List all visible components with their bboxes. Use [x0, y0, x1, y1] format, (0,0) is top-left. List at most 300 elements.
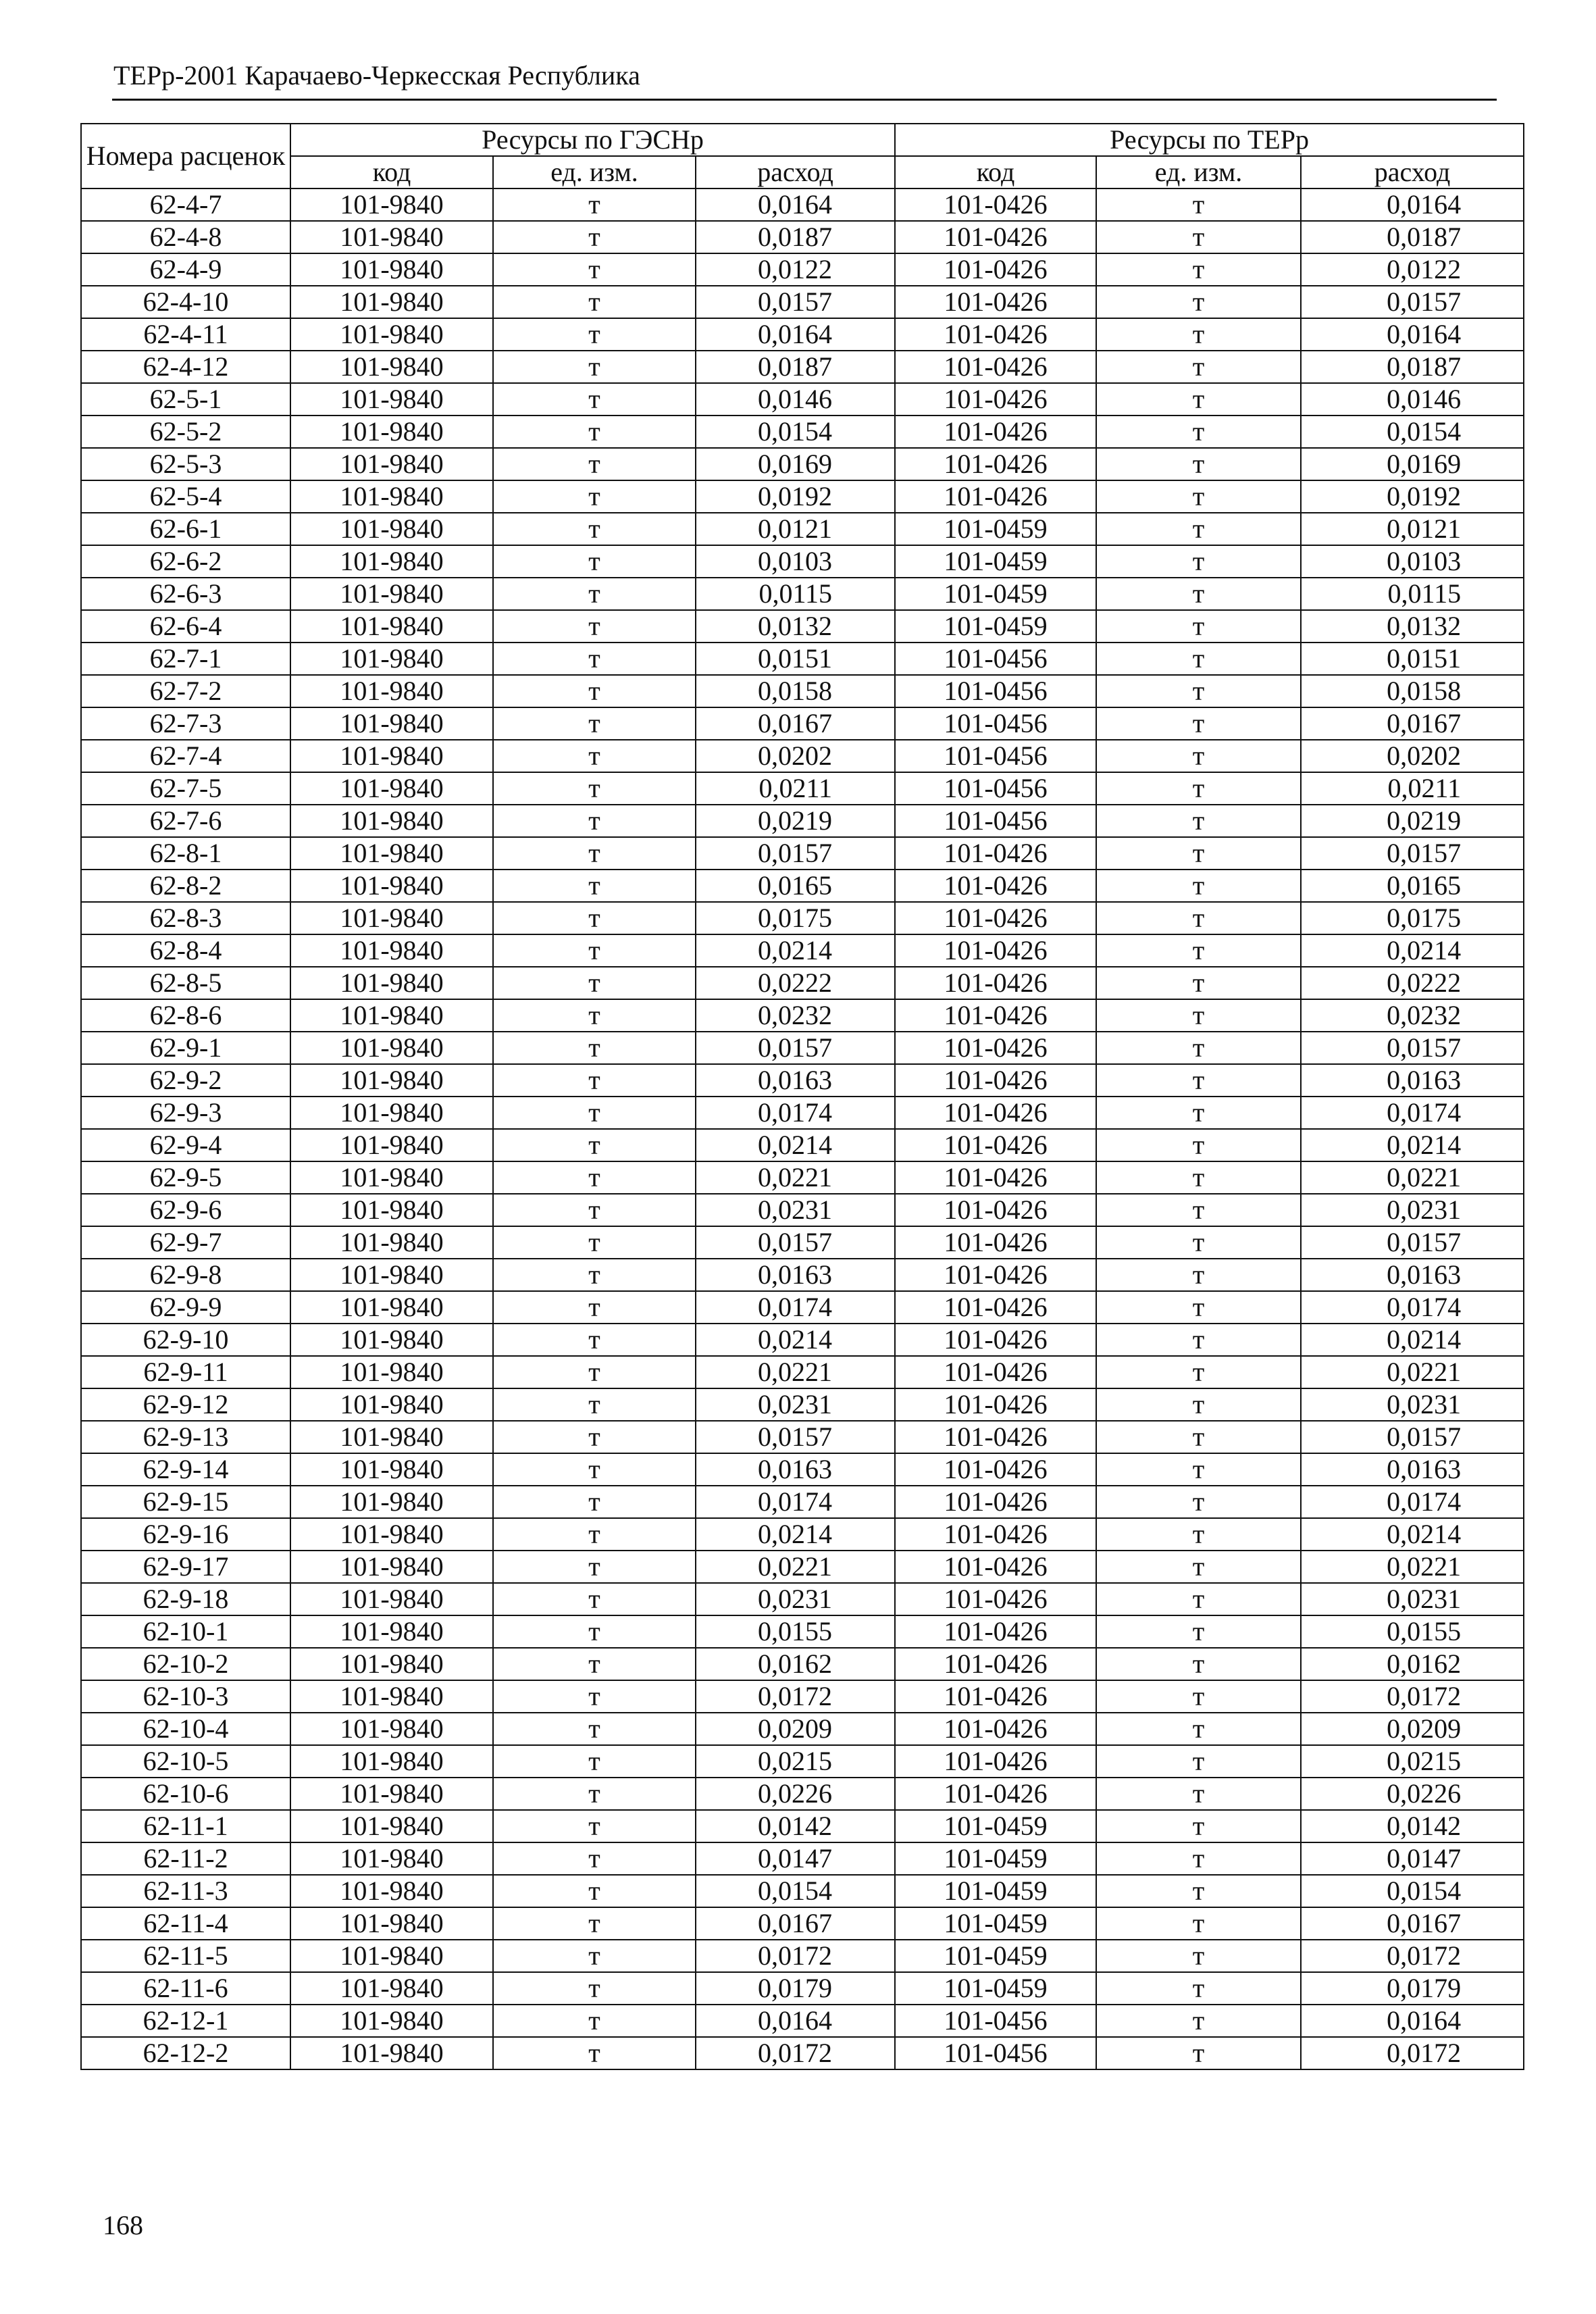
ter-consumption-cell: 0,0142: [1301, 1810, 1524, 1842]
ter-consumption-cell: 0,0214: [1301, 1129, 1524, 1161]
gesn-code-cell: 101-9840: [290, 1388, 493, 1421]
ter-code-cell: 101-0456: [895, 643, 1096, 675]
ter-code-header: код: [895, 156, 1096, 188]
ter-consumption-cell: 0,0164: [1301, 2005, 1524, 2037]
rate-number-cell: 62-9-2: [81, 1064, 290, 1097]
gesn-unit-cell: т: [493, 837, 696, 870]
table-row: [81, 1226, 1524, 1259]
table-body: [81, 188, 1524, 2069]
gesn-code-cell: 101-9840: [290, 740, 493, 772]
rate-number-cell: 62-6-3: [81, 578, 290, 610]
ter-consumption-cell: 0,0214: [1301, 934, 1524, 967]
table-group-header-row: [81, 124, 1524, 156]
table-row: [81, 1615, 1524, 1648]
rate-number-cell: 62-10-1: [81, 1615, 290, 1648]
table-row: [81, 1842, 1524, 1875]
ter-unit-cell: т: [1096, 1518, 1301, 1551]
table-row: [81, 1778, 1524, 1810]
gesn-consumption-cell: 0,0158: [696, 675, 895, 707]
gesn-code-cell: 101-9840: [290, 2005, 493, 2037]
gesn-consumption-cell: 0,0121: [696, 513, 895, 545]
ter-code-cell: 101-0426: [895, 1551, 1096, 1583]
gesn-consumption-cell: 0,0163: [696, 1453, 895, 1486]
gesn-unit-cell: т: [493, 1972, 696, 2005]
gesn-unit-cell: т: [493, 1680, 696, 1713]
ter-unit-cell: т: [1096, 1486, 1301, 1518]
gesn-unit-cell: т: [493, 1842, 696, 1875]
ter-code-cell: 101-0456: [895, 2037, 1096, 2069]
ter-unit-cell: т: [1096, 253, 1301, 286]
ter-unit-cell: т: [1096, 1291, 1301, 1324]
gesn-unit-cell: т: [493, 513, 696, 545]
gesn-code-cell: 101-9840: [290, 1291, 493, 1324]
ter-consumption-cell: 0,0231: [1301, 1583, 1524, 1615]
ter-code-cell: 101-0426: [895, 1324, 1096, 1356]
ter-unit-cell: т: [1096, 1129, 1301, 1161]
ter-consumption-cell: 0,0209: [1301, 1713, 1524, 1745]
gesn-unit-cell: т: [493, 999, 696, 1032]
ter-consumption-cell: 0,0214: [1301, 1324, 1524, 1356]
ter-code-cell: 101-0459: [895, 513, 1096, 545]
table-row: [81, 1129, 1524, 1161]
ter-unit-cell: т: [1096, 902, 1301, 934]
gesn-consumption-cell: 0,0211: [696, 772, 895, 805]
gesn-consumption-cell: 0,0214: [696, 1324, 895, 1356]
ter-unit-cell: т: [1096, 1064, 1301, 1097]
ter-consumption-cell: 0,0174: [1301, 1486, 1524, 1518]
gesn-consumption-cell: 0,0142: [696, 1810, 895, 1842]
rate-number-cell: 62-7-6: [81, 805, 290, 837]
gesn-unit-cell: т: [493, 1615, 696, 1648]
gesn-code-cell: 101-9840: [290, 448, 493, 480]
gesn-unit-cell: т: [493, 1161, 696, 1194]
gesn-code-cell: 101-9840: [290, 1486, 493, 1518]
ter-unit-cell: т: [1096, 286, 1301, 318]
ter-consumption-cell: 0,0211: [1301, 772, 1524, 805]
gesn-code-cell: 101-9840: [290, 1324, 493, 1356]
table-row: [81, 1161, 1524, 1194]
gesn-code-cell: 101-9840: [290, 610, 493, 643]
rate-number-cell: 62-4-8: [81, 221, 290, 253]
gesn-consumption-cell: 0,0172: [696, 2037, 895, 2069]
gesn-consumption-cell: 0,0179: [696, 1972, 895, 2005]
gesn-code-header: код: [290, 156, 493, 188]
table-row: [81, 1064, 1524, 1097]
table-row: [81, 448, 1524, 480]
rate-number-cell: 62-9-6: [81, 1194, 290, 1226]
ter-code-cell: 101-0426: [895, 1615, 1096, 1648]
ter-consumption-cell: 0,0163: [1301, 1259, 1524, 1291]
gesn-unit-cell: т: [493, 1486, 696, 1518]
ter-code-cell: 101-0459: [895, 1810, 1096, 1842]
table-row: [81, 999, 1524, 1032]
ter-consumption-cell: 0,0231: [1301, 1388, 1524, 1421]
table-row: [81, 870, 1524, 902]
page-header-title: ТЕРр-2001 Карачаево-Черкесская Республика: [113, 60, 640, 91]
ter-consumption-cell: 0,0132: [1301, 610, 1524, 643]
ter-code-cell: 101-0426: [895, 1388, 1096, 1421]
table-row: [81, 1551, 1524, 1583]
table-row: [81, 1583, 1524, 1615]
gesn-code-cell: 101-9840: [290, 999, 493, 1032]
gesn-consumption-cell: 0,0164: [696, 318, 895, 351]
rate-number-cell: 62-9-8: [81, 1259, 290, 1291]
gesn-code-cell: 101-9840: [290, 934, 493, 967]
rate-number-cell: 62-9-12: [81, 1388, 290, 1421]
table-row: [81, 1875, 1524, 1907]
rate-number-cell: 62-11-4: [81, 1907, 290, 1940]
table-row: [81, 902, 1524, 934]
ter-unit-cell: т: [1096, 1648, 1301, 1680]
ter-code-cell: 101-0426: [895, 1194, 1096, 1226]
gesn-unit-cell: т: [493, 870, 696, 902]
ter-code-cell: 101-0459: [895, 1907, 1096, 1940]
ter-consumption-cell: 0,0122: [1301, 253, 1524, 286]
gesn-unit-cell: т: [493, 740, 696, 772]
gesn-code-cell: 101-9840: [290, 1194, 493, 1226]
gesn-code-cell: 101-9840: [290, 1810, 493, 1842]
gesn-unit-cell: т: [493, 1810, 696, 1842]
table-row: [81, 1291, 1524, 1324]
gesn-unit-cell: т: [493, 253, 696, 286]
rate-number-cell: 62-11-2: [81, 1842, 290, 1875]
gesn-unit-cell: т: [493, 480, 696, 513]
gesn-unit-cell: т: [493, 1324, 696, 1356]
ter-consumption-header: расход: [1301, 156, 1524, 188]
ter-consumption-cell: 0,0103: [1301, 545, 1524, 578]
gesn-code-cell: 101-9840: [290, 1842, 493, 1875]
gesn-code-cell: 101-9840: [290, 1713, 493, 1745]
ter-unit-cell: т: [1096, 772, 1301, 805]
table-row: [81, 2005, 1524, 2037]
gesn-code-cell: 101-9840: [290, 1615, 493, 1648]
gesn-consumption-cell: 0,0132: [696, 610, 895, 643]
ter-code-cell: 101-0459: [895, 1875, 1096, 1907]
table-row: [81, 351, 1524, 383]
table-row: [81, 1648, 1524, 1680]
gesn-consumption-cell: 0,0164: [696, 2005, 895, 2037]
ter-unit-cell: т: [1096, 383, 1301, 416]
rate-number-cell: 62-7-3: [81, 707, 290, 740]
ter-code-cell: 101-0426: [895, 1518, 1096, 1551]
table-row: [81, 1356, 1524, 1388]
table-row: [81, 221, 1524, 253]
gesn-unit-cell: т: [493, 1064, 696, 1097]
gesn-code-cell: 101-9840: [290, 1778, 493, 1810]
ter-code-cell: 101-0459: [895, 1972, 1096, 2005]
rate-number-cell: 62-9-4: [81, 1129, 290, 1161]
rate-number-cell: 62-5-4: [81, 480, 290, 513]
ter-code-cell: 101-0456: [895, 707, 1096, 740]
gesn-code-cell: 101-9840: [290, 675, 493, 707]
ter-unit-cell: т: [1096, 1161, 1301, 1194]
gesn-code-cell: 101-9840: [290, 513, 493, 545]
gesn-code-cell: 101-9840: [290, 1356, 493, 1388]
table-row: [81, 967, 1524, 999]
ter-unit-cell: т: [1096, 610, 1301, 643]
page-number: 168: [103, 2210, 143, 2240]
gesn-unit-cell: т: [493, 545, 696, 578]
ter-unit-cell: т: [1096, 221, 1301, 253]
gesn-consumption-cell: 0,0174: [696, 1291, 895, 1324]
gesn-unit-cell: т: [493, 2005, 696, 2037]
table-row: [81, 1907, 1524, 1940]
gesn-code-cell: 101-9840: [290, 1453, 493, 1486]
rate-number-cell: 62-6-2: [81, 545, 290, 578]
gesn-consumption-cell: 0,0167: [696, 707, 895, 740]
gesn-consumption-cell: 0,0157: [696, 1226, 895, 1259]
gesn-consumption-cell: 0,0192: [696, 480, 895, 513]
ter-code-cell: 101-0456: [895, 675, 1096, 707]
ter-unit-cell: т: [1096, 1778, 1301, 1810]
gesn-code-cell: 101-9840: [290, 1583, 493, 1615]
ter-unit-cell: т: [1096, 707, 1301, 740]
gesn-unit-cell: т: [493, 1453, 696, 1486]
rate-number-cell: 62-6-4: [81, 610, 290, 643]
gesn-code-cell: 101-9840: [290, 870, 493, 902]
ter-consumption-cell: 0,0157: [1301, 1032, 1524, 1064]
ter-unit-cell: т: [1096, 513, 1301, 545]
gesn-consumption-cell: 0,0222: [696, 967, 895, 999]
table-row: [81, 837, 1524, 870]
gesn-consumption-cell: 0,0165: [696, 870, 895, 902]
table-row: [81, 383, 1524, 416]
gesn-unit-cell: т: [493, 1518, 696, 1551]
gesn-unit-cell: т: [493, 805, 696, 837]
ter-unit-cell: т: [1096, 675, 1301, 707]
ter-code-cell: 101-0426: [895, 967, 1096, 999]
ter-consumption-cell: 0,0155: [1301, 1615, 1524, 1648]
gesn-consumption-cell: 0,0154: [696, 1875, 895, 1907]
resources-table: [80, 123, 1524, 2070]
gesn-consumption-cell: 0,0172: [696, 1680, 895, 1713]
ter-code-cell: 101-0426: [895, 253, 1096, 286]
gesn-consumption-cell: 0,0155: [696, 1615, 895, 1648]
ter-consumption-cell: 0,0121: [1301, 513, 1524, 545]
rate-number-cell: 62-5-2: [81, 416, 290, 448]
ter-code-cell: 101-0426: [895, 318, 1096, 351]
ter-code-cell: 101-0459: [895, 545, 1096, 578]
gesn-unit-cell: т: [493, 967, 696, 999]
gesn-unit-cell: т: [493, 1875, 696, 1907]
gesn-consumption-cell: 0,0167: [696, 1907, 895, 1940]
rate-number-cell: 62-5-1: [81, 383, 290, 416]
gesn-consumption-cell: 0,0214: [696, 1518, 895, 1551]
gesn-code-cell: 101-9840: [290, 188, 493, 221]
table-head: [81, 124, 1524, 188]
table-row: [81, 1486, 1524, 1518]
ter-code-cell: 101-0426: [895, 1226, 1096, 1259]
ter-consumption-cell: 0,0164: [1301, 188, 1524, 221]
gesn-consumption-cell: 0,0157: [696, 1032, 895, 1064]
ter-code-cell: 101-0426: [895, 351, 1096, 383]
gesn-consumption-cell: 0,0163: [696, 1259, 895, 1291]
ter-unit-cell: т: [1096, 643, 1301, 675]
ter-code-cell: 101-0459: [895, 610, 1096, 643]
rate-numbers-header: Номера расценок: [81, 124, 290, 188]
gesn-consumption-cell: 0,0221: [696, 1551, 895, 1583]
gesn-consumption-cell: 0,0157: [696, 837, 895, 870]
gesn-code-cell: 101-9840: [290, 383, 493, 416]
ter-consumption-cell: 0,0158: [1301, 675, 1524, 707]
table-row: [81, 1032, 1524, 1064]
table-row: [81, 578, 1524, 610]
table-row: [81, 545, 1524, 578]
gesn-code-cell: 101-9840: [290, 643, 493, 675]
ter-code-cell: 101-0426: [895, 1291, 1096, 1324]
gesn-consumption-cell: 0,0214: [696, 934, 895, 967]
gesn-code-cell: 101-9840: [290, 480, 493, 513]
ter-code-cell: 101-0426: [895, 1713, 1096, 1745]
rate-number-cell: 62-7-2: [81, 675, 290, 707]
gesn-consumption-cell: 0,0103: [696, 545, 895, 578]
ter-unit-cell: т: [1096, 2037, 1301, 2069]
gesn-consumption-cell: 0,0174: [696, 1486, 895, 1518]
rate-number-cell: 62-7-5: [81, 772, 290, 805]
ter-unit-cell: т: [1096, 837, 1301, 870]
gesn-unit-cell: т: [493, 610, 696, 643]
gesn-unit-cell: т: [493, 902, 696, 934]
table-row: [81, 934, 1524, 967]
gesn-code-cell: 101-9840: [290, 707, 493, 740]
ter-consumption-cell: 0,0157: [1301, 1226, 1524, 1259]
gesn-unit-cell: т: [493, 1907, 696, 1940]
rate-number-cell: 62-10-6: [81, 1778, 290, 1810]
gesn-consumption-cell: 0,0122: [696, 253, 895, 286]
ter-consumption-cell: 0,0222: [1301, 967, 1524, 999]
gesn-unit-cell: т: [493, 1388, 696, 1421]
ter-code-cell: 101-0426: [895, 383, 1096, 416]
rate-number-cell: 62-4-7: [81, 188, 290, 221]
ter-code-cell: 101-0426: [895, 902, 1096, 934]
table-row: [81, 1680, 1524, 1713]
rate-number-cell: 62-8-1: [81, 837, 290, 870]
gesn-code-cell: 101-9840: [290, 351, 493, 383]
ter-consumption-cell: 0,0179: [1301, 1972, 1524, 2005]
ter-consumption-cell: 0,0174: [1301, 1291, 1524, 1324]
gesn-code-cell: 101-9840: [290, 2037, 493, 2069]
ter-consumption-cell: 0,0154: [1301, 1875, 1524, 1907]
rate-number-cell: 62-8-5: [81, 967, 290, 999]
rate-number-cell: 62-12-1: [81, 2005, 290, 2037]
ter-unit-cell: т: [1096, 1324, 1301, 1356]
gesn-consumption-cell: 0,0214: [696, 1129, 895, 1161]
ter-unit-cell: т: [1096, 1907, 1301, 1940]
ter-code-cell: 101-0426: [895, 416, 1096, 448]
rate-number-cell: 62-8-2: [81, 870, 290, 902]
rate-number-cell: 62-8-3: [81, 902, 290, 934]
gesn-code-cell: 101-9840: [290, 902, 493, 934]
gesn-code-cell: 101-9840: [290, 1940, 493, 1972]
rate-number-cell: 62-6-1: [81, 513, 290, 545]
ter-consumption-cell: 0,0169: [1301, 448, 1524, 480]
rate-number-cell: 62-9-5: [81, 1161, 290, 1194]
table-row: [81, 1421, 1524, 1453]
gesn-code-cell: 101-9840: [290, 1551, 493, 1583]
gesn-unit-cell: т: [493, 383, 696, 416]
ter-unit-cell: т: [1096, 1680, 1301, 1713]
gesn-unit-cell: т: [493, 286, 696, 318]
gesn-code-cell: 101-9840: [290, 1907, 493, 1940]
ter-unit-cell: т: [1096, 1583, 1301, 1615]
ter-code-cell: 101-0426: [895, 1259, 1096, 1291]
ter-code-cell: 101-0456: [895, 772, 1096, 805]
ter-unit-cell: т: [1096, 1421, 1301, 1453]
gesn-code-cell: 101-9840: [290, 1064, 493, 1097]
gesn-code-cell: 101-9840: [290, 1875, 493, 1907]
table-row: [81, 1745, 1524, 1778]
table-row: [81, 707, 1524, 740]
ter-code-cell: 101-0426: [895, 870, 1096, 902]
gesn-unit-cell: т: [493, 1648, 696, 1680]
gesn-consumption-cell: 0,0231: [696, 1388, 895, 1421]
gesn-consumption-cell: 0,0187: [696, 221, 895, 253]
gesn-unit-cell: т: [493, 318, 696, 351]
gesn-resources-header: Ресурсы по ГЭСНр: [290, 124, 895, 156]
ter-consumption-cell: 0,0231: [1301, 1194, 1524, 1226]
ter-unit-cell: т: [1096, 1810, 1301, 1842]
table-row: [81, 1810, 1524, 1842]
ter-code-cell: 101-0426: [895, 1745, 1096, 1778]
gesn-unit-cell: т: [493, 1259, 696, 1291]
gesn-code-cell: 101-9840: [290, 1161, 493, 1194]
ter-consumption-cell: 0,0232: [1301, 999, 1524, 1032]
gesn-code-cell: 101-9840: [290, 1648, 493, 1680]
gesn-code-cell: 101-9840: [290, 1097, 493, 1129]
ter-unit-cell: т: [1096, 740, 1301, 772]
table-sub-header-row: [81, 156, 1524, 188]
gesn-unit-cell: т: [493, 416, 696, 448]
ter-code-cell: 101-0426: [895, 1680, 1096, 1713]
gesn-consumption-cell: 0,0154: [696, 416, 895, 448]
ter-code-cell: 101-0459: [895, 1842, 1096, 1875]
ter-unit-cell: т: [1096, 805, 1301, 837]
ter-code-cell: 101-0426: [895, 1778, 1096, 1810]
gesn-code-cell: 101-9840: [290, 1032, 493, 1064]
table-row: [81, 1453, 1524, 1486]
rate-number-cell: 62-11-5: [81, 1940, 290, 1972]
gesn-code-cell: 101-9840: [290, 1226, 493, 1259]
ter-consumption-cell: 0,0219: [1301, 805, 1524, 837]
ter-code-cell: 101-0426: [895, 1648, 1096, 1680]
ter-unit-cell: т: [1096, 1842, 1301, 1875]
gesn-code-cell: 101-9840: [290, 318, 493, 351]
ter-consumption-cell: 0,0165: [1301, 870, 1524, 902]
gesn-unit-cell: т: [493, 1194, 696, 1226]
gesn-consumption-cell: 0,0175: [696, 902, 895, 934]
rate-number-cell: 62-4-12: [81, 351, 290, 383]
ter-unit-cell: т: [1096, 545, 1301, 578]
ter-code-cell: 101-0426: [895, 448, 1096, 480]
table-row: [81, 1388, 1524, 1421]
gesn-unit-cell: т: [493, 578, 696, 610]
rate-number-cell: 62-8-4: [81, 934, 290, 967]
ter-unit-header: ед. изм.: [1096, 156, 1301, 188]
gesn-unit-cell: т: [493, 2037, 696, 2069]
rate-number-cell: 62-10-4: [81, 1713, 290, 1745]
ter-unit-cell: т: [1096, 1972, 1301, 2005]
ter-code-cell: 101-0426: [895, 1129, 1096, 1161]
ter-unit-cell: т: [1096, 1713, 1301, 1745]
ter-unit-cell: т: [1096, 1875, 1301, 1907]
ter-consumption-cell: 0,0157: [1301, 837, 1524, 870]
ter-unit-cell: т: [1096, 1032, 1301, 1064]
rate-number-cell: 62-12-2: [81, 2037, 290, 2069]
gesn-consumption-cell: 0,0164: [696, 188, 895, 221]
ter-code-cell: 101-0456: [895, 740, 1096, 772]
ter-unit-cell: т: [1096, 999, 1301, 1032]
gesn-consumption-cell: 0,0162: [696, 1648, 895, 1680]
